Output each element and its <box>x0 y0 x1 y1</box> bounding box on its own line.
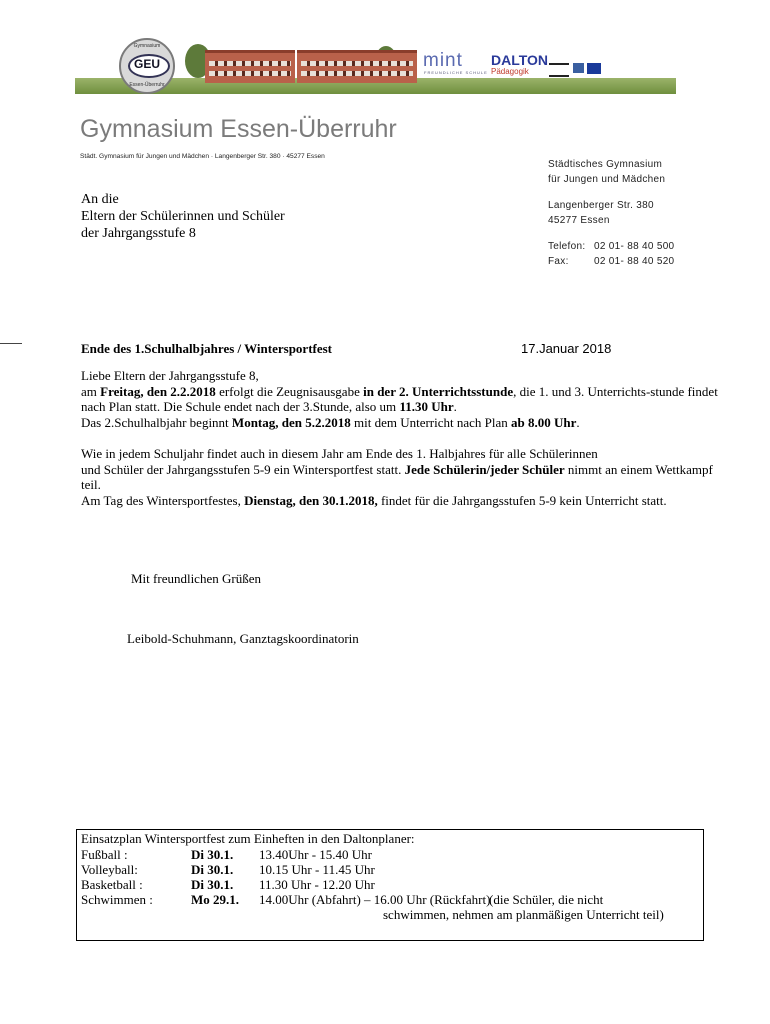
sender-line: Städt. Gymnasium für Jungen und Mädchen · Langenberger Str. 380 · 45277 Essen <box>80 153 325 160</box>
sport-time: 11.30 Uhr - 12.20 Uhr <box>259 877 375 892</box>
text-span: nimmt an einem Wettkampf teil. <box>81 461 713 492</box>
school-logo <box>119 38 175 94</box>
sport-time: 14.00Uhr (Abfahrt) – 16.00 Uhr (Rückfahrt) <box>259 892 491 907</box>
sport-name: Basketball : <box>81 877 143 892</box>
sport-day: Di 30.1. <box>191 877 234 892</box>
text-span: erfolgt die Zeugnisausgabe <box>215 383 364 399</box>
paragraph-report-cards <box>81 368 731 430</box>
sport-name: Volleyball: <box>81 862 138 877</box>
fax-label: Fax: <box>548 256 569 267</box>
sport-name: Schwimmen : <box>81 892 153 907</box>
fold-mark <box>0 343 22 344</box>
text-span: am <box>81 383 101 399</box>
contact-fax-row <box>548 254 674 269</box>
recipient-address <box>81 191 285 242</box>
header-banner <box>75 30 676 94</box>
text-span: . <box>576 414 580 430</box>
logo-text: GEU <box>133 57 160 71</box>
eu-flag-icon <box>587 63 601 74</box>
sport-note: (die Schüler, die nicht <box>489 892 604 907</box>
schedule-note-continuation: schwimmen, nehmen am planmäßigen Unterricht teil) <box>383 907 664 922</box>
text-span: . <box>453 399 457 414</box>
text-line: Wie in jedem Schuljahr findet auch in diesem Jahr am Ende des 1. Halbjahres für alle Schülerinnen <box>81 446 598 461</box>
letter-date: 17.Januar 2018 <box>521 341 612 356</box>
closing-greeting: Mit freundlichen Grüßen <box>131 571 261 586</box>
contact-city: 45277 Essen <box>548 215 610 226</box>
school-building-right <box>297 50 417 83</box>
bold-time: 11.30 Uhr <box>399 399 454 414</box>
sport-day: Di 30.1. <box>191 862 234 877</box>
dalton-subtitle: Pädagogik <box>491 67 529 76</box>
greeting: Liebe Eltern der Jahrgangsstufe 8, <box>81 368 259 383</box>
text-span: , die 1. und 3. Unterrichts-stunde findet nach Plan statt. Die Schule endet nach der 3.Stunde, also um <box>81 383 718 414</box>
text-span: Das 2.Schulhalbjahr beginnt <box>81 414 232 430</box>
contact-phone-row <box>548 239 674 254</box>
school-title: Gymnasium Essen-Überruhr <box>80 115 397 143</box>
text-span: Am Tag des Wintersportfestes, <box>81 492 245 508</box>
bold-lesson: in der 2. Unterrichtsstunde <box>363 383 514 399</box>
contact-block <box>548 157 674 269</box>
sport-time: 13.40Uhr - 15.40 Uhr <box>259 847 373 862</box>
phone-number: 02 01- 88 40 500 <box>594 241 675 252</box>
bold-time: ab 8.00 Uhr <box>511 414 577 430</box>
signature: Leibold-Schuhmann, Ganztagskoordinatorin <box>127 631 359 646</box>
bold-text: Jede Schülerin/jeder Schüler <box>404 461 565 477</box>
phone-label: Telefon: <box>548 241 586 252</box>
schedule-box <box>76 829 704 941</box>
bold-date: Freitag, den 2.2.2018 <box>100 383 216 399</box>
mint-logo: mint <box>423 50 463 71</box>
sport-time: 10.15 Uhr - 11.45 Uhr <box>259 862 375 877</box>
partner-logo-icon <box>573 63 584 73</box>
sport-day: Di 30.1. <box>191 847 234 862</box>
fax-number: 02 01- 88 40 520 <box>594 256 675 267</box>
dalton-logo: DALTON <box>491 52 549 68</box>
letter-subject: Ende des 1.Schulhalbjahres / Wintersportfest <box>81 341 333 356</box>
logo-ring-bottom: Essen-Überruhr <box>129 82 165 88</box>
mint-subtitle: FREUNDLICHE SCHULE <box>424 70 488 75</box>
schedule-title: Einsatzplan Wintersportfest zum Einheften in den Daltonplaner: <box>81 831 415 846</box>
text-span: mit dem Unterricht nach Plan <box>350 414 512 430</box>
contact-street: Langenberger Str. 380 <box>548 200 654 211</box>
partner-logo-icon <box>549 63 569 77</box>
address-line: An die <box>81 192 119 207</box>
school-building-left <box>205 50 295 83</box>
paragraph-winter-sports <box>81 446 731 508</box>
bold-date: Dienstag, den 30.1.2018, <box>244 492 378 508</box>
sport-day: Mo 29.1. <box>191 892 240 907</box>
address-line: der Jahrgangsstufe 8 <box>81 226 196 241</box>
logo-ring-top: Gymnasium <box>133 43 161 49</box>
address-line: Eltern der Schülerinnen und Schüler <box>81 209 285 224</box>
text-span: findet für die Jahrgangsstufen 5-9 kein Unterricht statt. <box>377 492 667 508</box>
bold-date: Montag, den 5.2.2018 <box>231 414 351 430</box>
sport-name: Fußball : <box>81 847 128 862</box>
contact-name-line1: Städtisches Gymnasium <box>548 159 663 170</box>
contact-name-line2: für Jungen und Mädchen <box>548 174 666 185</box>
text-span: und Schüler der Jahrgangsstufen 5-9 ein Wintersportfest statt. <box>81 461 405 477</box>
